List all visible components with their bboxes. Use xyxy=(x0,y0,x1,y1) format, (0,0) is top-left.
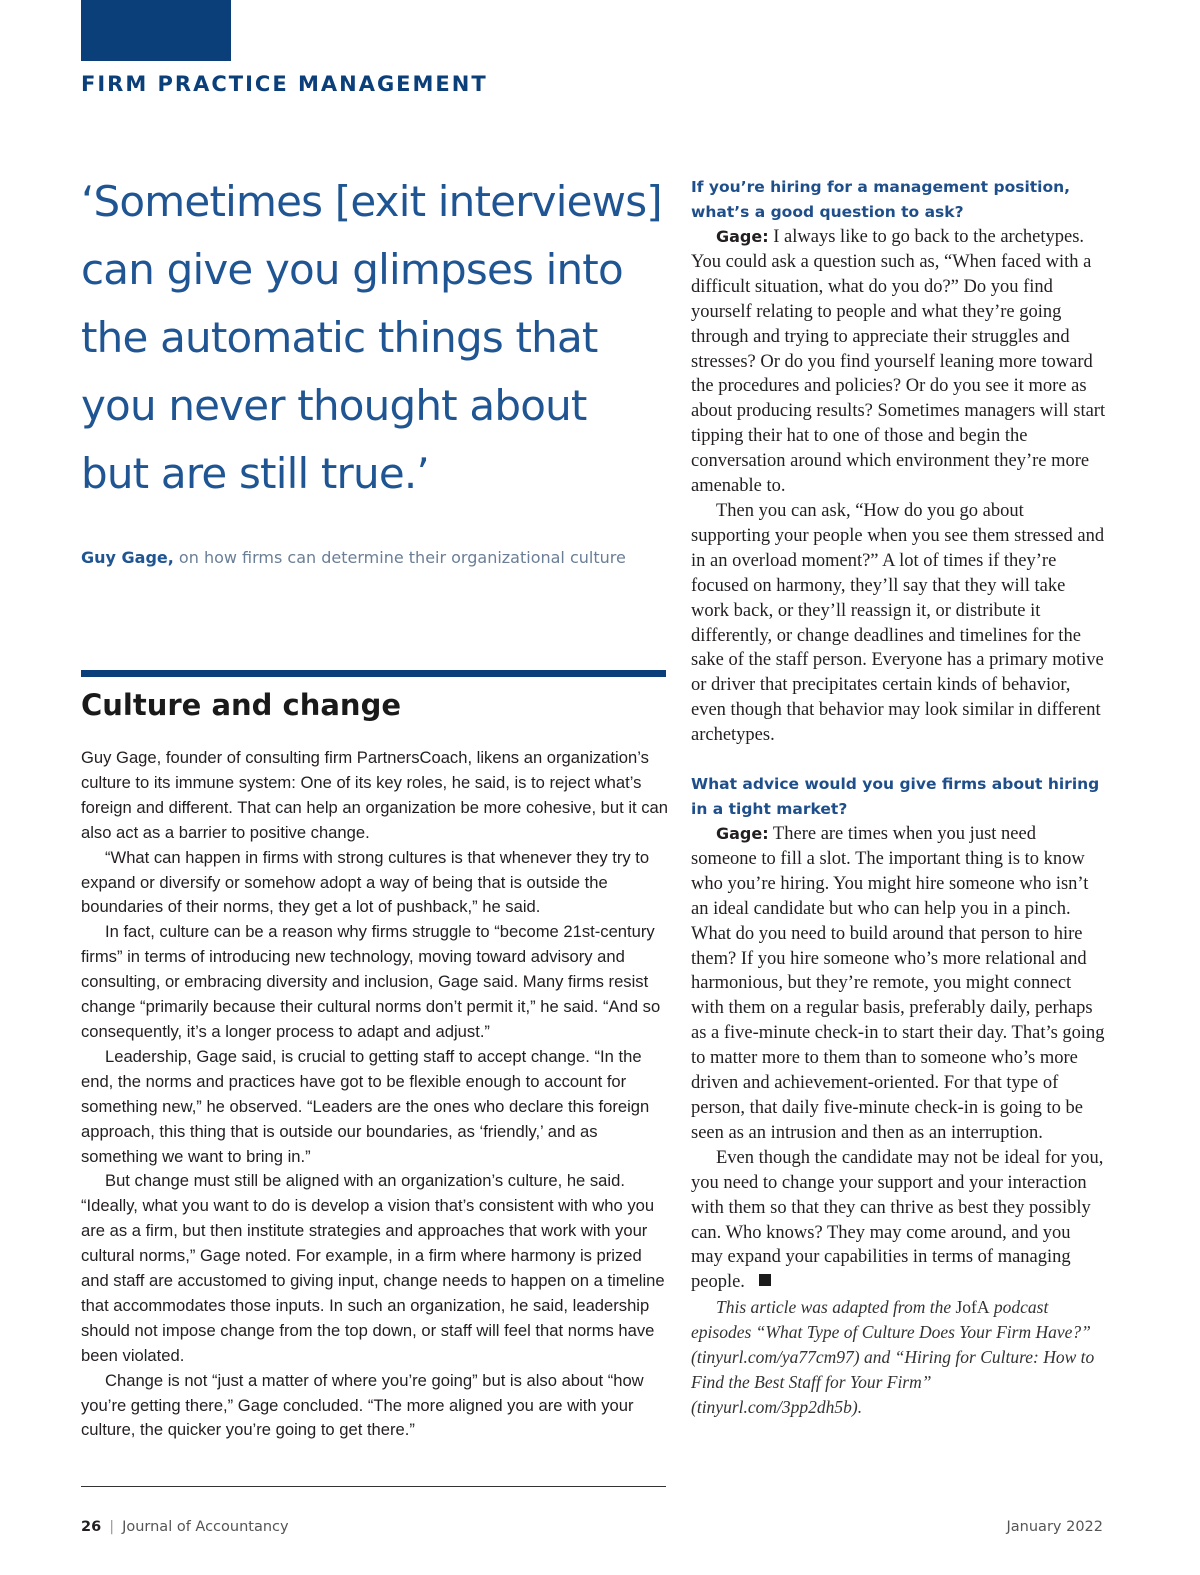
attribution-name: Guy Gage, xyxy=(81,548,174,567)
footer-left xyxy=(81,1519,289,1535)
pull-quote-attribution xyxy=(81,548,666,567)
note-text: This article was adapted from the xyxy=(716,1297,956,1318)
pull-quote: ‘Sometimes [exit interviews] can give you glimpses into the automatic things that you never thought about but are still true.’ xyxy=(81,177,662,498)
note-text: podcast episodes “What Type of Culture Does Your Firm Have?” (tinyurl.com/ya77cm97) and “Hiring for Culture: How to Find the Best Staff for Your Firm” (tinyurl.com/3pp2dh5b). xyxy=(691,1297,1095,1417)
body-paragraph: In fact, culture can be a reason why firms struggle to “become 21st-century firms” in terms of introducing new technology, moving toward advisory and consulting, or embracing diversity and inclusion, Gage said. Many firms resist change “primarily because their cultural norms don’t permit it,” he said. “And so consequently, it’s a longer process to adapt and adjust.” xyxy=(81,922,661,1041)
article-body-left xyxy=(81,746,671,1443)
footer-date: January 2022 xyxy=(1006,1519,1103,1535)
speaker-label: Gage: xyxy=(716,824,769,844)
qa-answer-paragraph xyxy=(691,1146,1106,1295)
body-paragraph: Change is not “just a matter of where you’re going” but is also about “how you’re getting there,” Gage concluded. “The more aligned you are with your culture, the quicker you’re going to get there.” xyxy=(81,1370,644,1440)
attribution-text: on how firms can determine their organizational culture xyxy=(173,548,626,567)
editor-note xyxy=(691,1295,1106,1420)
speaker-label: Gage: xyxy=(716,227,769,246)
qa-question: If you’re hiring for a management position, what’s a good question to ask? xyxy=(691,178,1071,221)
body-paragraph: “What can happen in firms with strong cultures is that whenever they try to expand or diversify or somehow adopt a way of being that is outside the boundaries of their norms, they get a lot of pushback,” he said. xyxy=(81,847,650,917)
qa-answer-paragraph xyxy=(691,822,1106,1146)
article-body-right xyxy=(691,175,1106,1420)
note-publication: JofA xyxy=(955,1297,990,1318)
qa-question: What advice would you give firms about hiring in a tight market? xyxy=(691,775,1100,819)
body-paragraph: Leadership, Gage said, is crucial to getting staff to accept change. “In the end, the norms and practices have got to be flexible enough to account for something new,” he observed. “Leaders are the ones who declare this foreign approach, this thing that is outside our boundaries, as ‘friendly,’ and as something we want to bring in.” xyxy=(81,1046,650,1166)
qa-answer-paragraph: Then you can ask, “How do you go about supporting your people when you see them stressed and in an overload moment?” A lot of times if they’re focused on harmony, they’ll say that they will take work back, or they’ll reassign it, or distribute it differently, or change deadlines and timelines for the sake of the staff person. Everyone has a primary motive or driver that precipitates certain kinds of behavior, even though that behavior may look similar in different archetypes. xyxy=(691,500,1105,746)
column-end-rule xyxy=(81,1486,666,1487)
body-paragraph: But change must still be aligned with an organization’s culture, he said. “Ideally, what you want to do is develop a vision that’s consistent with who you are as a firm, but then institute strategies and approaches that work with your cultural norms,” Gage noted. For example, in a firm where harmony is prized and staff are accustomed to giving input, change needs to happen on a timeline that accommodates those inputs. In such an organization, he said, leadership should not impose change from the top down, or staff will feel that norms have been violated. xyxy=(81,1171,665,1365)
section-label: FIRM PRACTICE MANAGEMENT xyxy=(81,72,488,96)
end-mark-icon xyxy=(759,1274,771,1286)
answer-text: Even though the candidate may not be ideal for you, you need to change your support and your interaction with them so that they can thrive as best they possibly can. Who knows? They may come around, and you may expand your capabilities in terms of managing people. xyxy=(691,1147,1104,1293)
body-paragraph: Guy Gage, founder of consulting firm PartnersCoach, likens an organization’s culture to its immune system: One of its key roles, he said, is to reject what’s foreign and different. That can help an organization be more cohesive, but it can also act as a barrier to positive change. xyxy=(81,748,669,842)
qa-answer-paragraph xyxy=(691,225,1106,499)
answer-text: I always like to go back to the archetypes. You could ask a question such as, “When faced with a difficult situation, what do you do?” Do you find yourself relating to people and what they’re going through and trying to appreciate their struggles and stresses? Or do you find yourself leaning more toward the procedures and policies? Or do you see it more as about producing results? Sometimes managers will start tipping their hat to one of those and begin the conversation around which environment they’re more amenable to. xyxy=(691,227,1106,497)
footer-publication: Journal of Accountancy xyxy=(122,1519,289,1535)
header-color-block xyxy=(81,0,231,61)
footer-separator: | xyxy=(109,1519,115,1535)
answer-text: There are times when you just need someone to fill a slot. The important thing is to know who you’re hiring. You might hire someone who isn’t an ideal candidate but who can help you in a pinch. What do you need to build around that person to hire them? If you hire someone who’s more relational and harmonious, but they’re remote, you might connect with them on a regular basis, preferably daily, perhaps as a five-minute check-in to start their day. That’s going to matter more to them than to someone who’s more driven and achievement-oriented. For that type of person, that daily five-minute check-in is going to be seen as an intrusion and then as an interruption. xyxy=(691,824,1105,1143)
page-number: 26 xyxy=(81,1519,102,1535)
section-divider xyxy=(81,670,666,677)
section-heading: Culture and change xyxy=(81,688,401,722)
